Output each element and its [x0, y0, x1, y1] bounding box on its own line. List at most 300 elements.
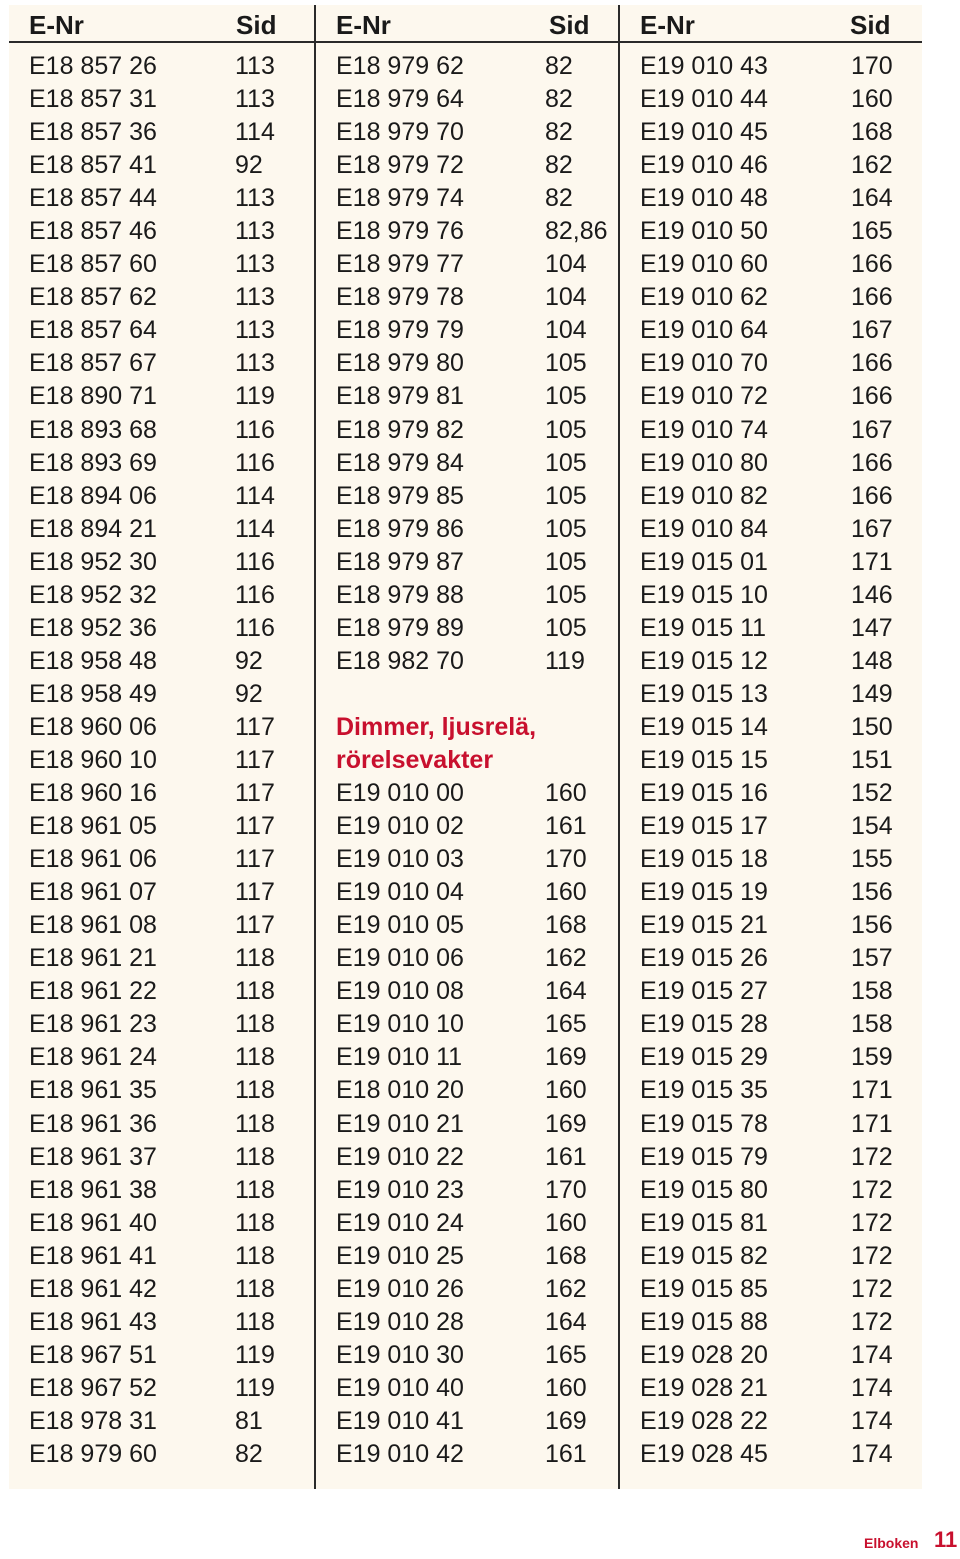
index-row	[620, 83, 922, 116]
index-row	[620, 1438, 922, 1471]
index-row	[9, 1240, 314, 1273]
sid-value: 171	[851, 1076, 893, 1105]
sid-value: 172	[851, 1175, 893, 1204]
page-number: 11	[934, 1527, 958, 1552]
enr-value: E18 958 49	[29, 679, 157, 708]
enr-value: E19 010 84	[640, 514, 768, 543]
enr-value: E19 015 13	[640, 679, 768, 708]
sid-value: 118	[235, 1274, 275, 1303]
enr-value: E18 961 07	[29, 878, 157, 907]
sid-value: 156	[851, 911, 893, 940]
sid-value: 172	[851, 1142, 893, 1171]
enr-value: E19 010 45	[640, 118, 768, 147]
sid-value: 82	[545, 118, 573, 147]
index-row	[620, 215, 922, 248]
sid-value: 82	[545, 184, 573, 213]
index-table	[9, 5, 922, 1489]
sid-value: 156	[851, 878, 893, 907]
enr-value: E18 979 79	[336, 316, 464, 345]
enr-value: E19 015 10	[640, 580, 768, 609]
sid-header: Sid	[850, 10, 891, 40]
index-row	[316, 1240, 618, 1273]
index-row	[316, 414, 618, 447]
index-row	[9, 942, 314, 975]
sid-value: 167	[851, 316, 893, 345]
index-row	[620, 281, 922, 314]
sid-value: 118	[235, 1142, 275, 1171]
enr-value: E19 015 85	[640, 1274, 768, 1303]
enr-value: E19 010 74	[640, 415, 768, 444]
enr-value: E19 015 14	[640, 712, 768, 741]
enr-value: E18 894 21	[29, 514, 157, 543]
sid-value: 114	[235, 514, 275, 543]
index-row	[9, 1306, 314, 1339]
sid-value: 114	[235, 118, 275, 147]
sid-value: 151	[851, 745, 893, 774]
index-row	[316, 1041, 618, 1074]
index-row	[9, 909, 314, 942]
enr-value: E19 015 19	[640, 878, 768, 907]
index-row	[620, 1273, 922, 1306]
enr-header: E-Nr	[336, 10, 391, 40]
sid-value: 172	[851, 1274, 893, 1303]
sid-value: 166	[851, 283, 893, 312]
index-row	[316, 1306, 618, 1339]
index-row	[9, 1405, 314, 1438]
sid-value: 150	[851, 712, 893, 741]
sid-value: 117	[235, 745, 275, 774]
index-row	[9, 380, 314, 413]
enr-value: E18 961 43	[29, 1307, 157, 1336]
index-row	[9, 1074, 314, 1107]
sid-value: 165	[545, 1010, 587, 1039]
index-row	[316, 116, 618, 149]
sid-value: 160	[545, 878, 587, 907]
index-row	[620, 678, 922, 711]
enr-value: E19 010 06	[336, 944, 464, 973]
index-row	[316, 83, 618, 116]
enr-value: E19 015 26	[640, 944, 768, 973]
index-row	[9, 546, 314, 579]
sid-value: 159	[851, 1043, 893, 1072]
sid-value: 164	[851, 184, 893, 213]
enr-value: E18 979 82	[336, 415, 464, 444]
sid-value: 155	[851, 845, 893, 874]
index-row	[9, 314, 314, 347]
enr-value: E18 961 38	[29, 1175, 157, 1204]
sid-value: 174	[851, 1406, 893, 1435]
enr-value: E19 015 78	[640, 1109, 768, 1138]
sid-value: 168	[851, 118, 893, 147]
enr-value: E18 979 80	[336, 349, 464, 378]
index-row	[316, 777, 618, 810]
index-row	[620, 1372, 922, 1405]
sid-header: Sid	[549, 10, 590, 40]
enr-value: E19 015 80	[640, 1175, 768, 1204]
sid-value: 116	[235, 415, 275, 444]
index-row	[9, 83, 314, 116]
index-row	[316, 1372, 618, 1405]
index-row	[316, 50, 618, 83]
enr-value: E18 979 64	[336, 85, 464, 114]
enr-value: E18 961 23	[29, 1010, 157, 1039]
sid-value: 174	[851, 1340, 893, 1369]
sid-value: 117	[235, 911, 275, 940]
enr-value: E19 010 04	[336, 878, 464, 907]
enr-value: E19 015 11	[640, 613, 767, 642]
index-row	[620, 1108, 922, 1141]
enr-value: E18 979 70	[336, 118, 464, 147]
index-row	[316, 579, 618, 612]
index-row	[9, 975, 314, 1008]
enr-value: E19 010 28	[336, 1307, 464, 1336]
enr-value: E19 015 15	[640, 745, 768, 774]
sid-value: 113	[235, 316, 275, 345]
sid-value: 149	[851, 679, 893, 708]
index-row	[9, 116, 314, 149]
index-row	[316, 975, 618, 1008]
sid-value: 172	[851, 1241, 893, 1270]
index-row	[620, 843, 922, 876]
enr-value: E18 961 41	[29, 1241, 157, 1270]
sid-value: 167	[851, 415, 893, 444]
sid-value: 113	[235, 250, 275, 279]
sid-value: 164	[545, 1307, 587, 1336]
index-row	[9, 414, 314, 447]
enr-value: E19 015 29	[640, 1043, 768, 1072]
sid-value: 160	[545, 1208, 587, 1237]
index-row	[9, 248, 314, 281]
index-row	[316, 1141, 618, 1174]
sid-value: 169	[545, 1109, 587, 1138]
index-row	[316, 1438, 618, 1471]
column-rows	[316, 50, 618, 1471]
sid-value: 167	[851, 514, 893, 543]
sid-value: 92	[235, 646, 263, 675]
enr-value: E18 961 22	[29, 977, 157, 1006]
sid-value: 174	[851, 1439, 893, 1468]
enr-value: E19 010 44	[640, 85, 768, 114]
footer-brand: Elboken	[864, 1535, 919, 1551]
enr-value: E19 015 82	[640, 1241, 768, 1270]
sid-value: 172	[851, 1307, 893, 1336]
sid-value: 118	[235, 1175, 275, 1204]
sid-value: 117	[235, 779, 275, 808]
enr-value: E18 857 64	[29, 316, 157, 345]
enr-value: E18 960 10	[29, 745, 157, 774]
section-heading-line-1: Dimmer, ljusrelä,	[336, 712, 537, 741]
sid-value: 166	[851, 481, 893, 510]
enr-header: E-Nr	[640, 10, 695, 40]
enr-value: E19 015 35	[640, 1076, 768, 1105]
sid-value: 157	[851, 944, 893, 973]
index-row	[620, 149, 922, 182]
index-row	[620, 546, 922, 579]
enr-value: E18 979 72	[336, 151, 464, 180]
enr-value: E18 979 88	[336, 580, 464, 609]
index-row	[620, 116, 922, 149]
column-header	[620, 5, 922, 43]
column-header	[316, 5, 618, 43]
sid-value: 165	[851, 217, 893, 246]
enr-value: E19 010 48	[640, 184, 768, 213]
index-row	[620, 447, 922, 480]
sid-header: Sid	[236, 10, 277, 40]
enr-value: E18 890 71	[29, 382, 157, 411]
sid-value: 117	[235, 712, 275, 741]
enr-value: E19 010 25	[336, 1241, 464, 1270]
sid-value: 118	[235, 1076, 275, 1105]
sid-value: 169	[545, 1043, 587, 1072]
sid-value: 165	[545, 1340, 587, 1369]
sid-value: 174	[851, 1373, 893, 1402]
enr-value: E19 028 20	[640, 1340, 768, 1369]
enr-value: E19 015 88	[640, 1307, 768, 1336]
index-row	[620, 744, 922, 777]
sid-value: 105	[545, 514, 587, 543]
enr-value: E19 010 72	[640, 382, 768, 411]
sid-value: 81	[235, 1406, 263, 1435]
sid-value: 162	[851, 151, 893, 180]
index-row	[9, 678, 314, 711]
index-row	[620, 314, 922, 347]
enr-value: E18 979 74	[336, 184, 464, 213]
index-row	[620, 777, 922, 810]
enr-value: E18 967 51	[29, 1340, 157, 1369]
sid-value: 113	[235, 217, 275, 246]
index-row	[620, 182, 922, 215]
enr-value: E19 010 40	[336, 1373, 464, 1402]
enr-value: E19 010 50	[640, 217, 768, 246]
enr-value: E19 015 28	[640, 1010, 768, 1039]
enr-value: E18 893 69	[29, 448, 157, 477]
sid-value: 105	[545, 448, 587, 477]
index-row	[9, 744, 314, 777]
enr-value: E18 967 52	[29, 1373, 157, 1402]
sid-value: 118	[235, 977, 275, 1006]
enr-value: E18 979 62	[336, 52, 464, 80]
enr-value: E19 028 22	[640, 1406, 768, 1435]
enr-value: E18 961 24	[29, 1043, 157, 1072]
sid-value: 160	[545, 1076, 587, 1105]
enr-value: E19 010 41	[336, 1406, 464, 1435]
enr-value: E18 979 86	[336, 514, 464, 543]
index-row	[620, 248, 922, 281]
index-row	[9, 579, 314, 612]
index-row	[316, 909, 618, 942]
sid-value: 118	[235, 1043, 275, 1072]
sid-value: 92	[235, 679, 263, 708]
enr-value: E18 894 06	[29, 481, 157, 510]
enr-value: E18 960 16	[29, 779, 157, 808]
index-row	[620, 50, 922, 83]
enr-value: E18 952 32	[29, 580, 157, 609]
index-row	[316, 347, 618, 380]
index-row	[316, 612, 618, 645]
index-row	[316, 1074, 618, 1107]
index-row	[316, 546, 618, 579]
index-row	[316, 248, 618, 281]
enr-value: E19 015 01	[640, 547, 768, 576]
index-row	[620, 1207, 922, 1240]
sid-value: 118	[235, 1208, 275, 1237]
sid-value: 113	[235, 184, 275, 213]
sid-value: 171	[851, 1109, 893, 1138]
enr-value: E18 857 44	[29, 184, 157, 213]
sid-value: 116	[235, 547, 275, 576]
index-row	[620, 1141, 922, 1174]
sid-value: 171	[851, 547, 893, 576]
enr-value: E19 010 26	[336, 1274, 464, 1303]
sid-value: 146	[851, 580, 893, 609]
index-row	[316, 645, 618, 678]
sid-value: 113	[235, 349, 275, 378]
index-row	[9, 612, 314, 645]
enr-value: E19 015 27	[640, 977, 768, 1006]
enr-value: E19 010 03	[336, 845, 464, 874]
sid-value: 152	[851, 779, 893, 808]
enr-value: E18 961 37	[29, 1142, 157, 1171]
sid-value: 82	[235, 1439, 263, 1468]
index-row	[620, 1339, 922, 1372]
enr-value: E18 979 87	[336, 547, 464, 576]
index-row	[316, 314, 618, 347]
index-row	[9, 1174, 314, 1207]
enr-value: E19 010 64	[640, 316, 768, 345]
enr-value: E19 010 24	[336, 1208, 464, 1237]
index-row	[620, 876, 922, 909]
index-row	[620, 975, 922, 1008]
sid-value: 105	[545, 415, 587, 444]
index-row	[316, 942, 618, 975]
sid-value: 105	[545, 580, 587, 609]
enr-header: E-Nr	[29, 10, 84, 40]
index-row	[316, 480, 618, 513]
index-row	[316, 1008, 618, 1041]
index-row	[9, 876, 314, 909]
index-row	[316, 810, 618, 843]
sid-value: 116	[235, 580, 275, 609]
index-row	[620, 810, 922, 843]
sid-value: 154	[851, 812, 893, 841]
sid-value: 117	[235, 812, 275, 841]
sid-value: 166	[851, 250, 893, 279]
sid-value: 164	[545, 977, 587, 1006]
enr-value: E18 958 48	[29, 646, 157, 675]
sid-value: 119	[235, 1340, 275, 1369]
index-row	[9, 1438, 314, 1471]
enr-value: E18 961 35	[29, 1076, 157, 1105]
sid-value: 162	[545, 944, 587, 973]
enr-value: E19 015 21	[640, 911, 768, 940]
enr-value: E19 010 46	[640, 151, 768, 180]
index-row	[620, 1041, 922, 1074]
index-column-3	[618, 5, 922, 1489]
enr-value: E18 857 46	[29, 217, 157, 246]
enr-value: E19 010 10	[336, 1010, 464, 1039]
index-row	[9, 777, 314, 810]
enr-value: E18 857 26	[29, 52, 157, 80]
enr-value: E19 015 79	[640, 1142, 768, 1171]
enr-value: E19 028 21	[640, 1373, 768, 1402]
enr-value: E18 979 78	[336, 283, 464, 312]
sid-value: 158	[851, 977, 893, 1006]
enr-value: E18 961 06	[29, 845, 157, 874]
index-row	[9, 1108, 314, 1141]
index-row	[316, 1273, 618, 1306]
sid-value: 82	[545, 85, 573, 114]
index-column-2	[314, 5, 618, 1489]
sid-value: 119	[235, 382, 275, 411]
sid-value: 118	[235, 1241, 275, 1270]
index-row	[316, 380, 618, 413]
enr-value: E18 961 08	[29, 911, 157, 940]
index-column-1	[9, 5, 314, 1489]
enr-value: E18 961 42	[29, 1274, 157, 1303]
enr-value: E19 028 45	[640, 1439, 768, 1468]
enr-value: E18 982 70	[336, 646, 464, 675]
enr-value: E18 961 05	[29, 812, 157, 841]
index-row	[9, 1207, 314, 1240]
enr-value: E18 979 81	[336, 382, 464, 411]
index-row	[620, 414, 922, 447]
enr-value: E19 015 12	[640, 646, 768, 675]
sid-value: 105	[545, 382, 587, 411]
index-row	[620, 380, 922, 413]
index-row	[9, 182, 314, 215]
sid-value: 105	[545, 547, 587, 576]
sid-value: 166	[851, 448, 893, 477]
sid-value: 117	[235, 845, 275, 874]
sid-value: 166	[851, 382, 893, 411]
enr-value: E19 010 21	[336, 1109, 464, 1138]
enr-value: E19 010 42	[336, 1439, 464, 1468]
index-row	[316, 1405, 618, 1438]
sid-value: 161	[545, 1439, 587, 1468]
index-row	[9, 447, 314, 480]
enr-value: E18 857 67	[29, 349, 157, 378]
sid-value: 161	[545, 1142, 587, 1171]
index-row	[316, 513, 618, 546]
sid-value: 113	[235, 283, 275, 312]
index-row	[620, 1008, 922, 1041]
enr-value: E19 015 17	[640, 812, 768, 841]
index-row	[316, 149, 618, 182]
sid-value: 92	[235, 151, 263, 180]
index-row	[9, 843, 314, 876]
index-row	[316, 876, 618, 909]
enr-value: E18 010 20	[336, 1076, 464, 1105]
index-row	[316, 1339, 618, 1372]
index-row	[620, 347, 922, 380]
enr-value: E18 961 21	[29, 944, 157, 973]
enr-value: E19 015 81	[640, 1208, 768, 1237]
section-heading	[316, 711, 618, 777]
index-row	[620, 1306, 922, 1339]
enr-value: E19 010 05	[336, 911, 464, 940]
index-row	[9, 645, 314, 678]
index-row	[620, 1405, 922, 1438]
index-row	[316, 447, 618, 480]
index-row	[620, 1074, 922, 1107]
sid-value: 119	[545, 646, 585, 675]
spacer-row	[316, 678, 618, 711]
index-row	[316, 843, 618, 876]
index-row	[620, 612, 922, 645]
sid-value: 168	[545, 911, 587, 940]
enr-value: E18 952 30	[29, 547, 157, 576]
index-row	[316, 281, 618, 314]
